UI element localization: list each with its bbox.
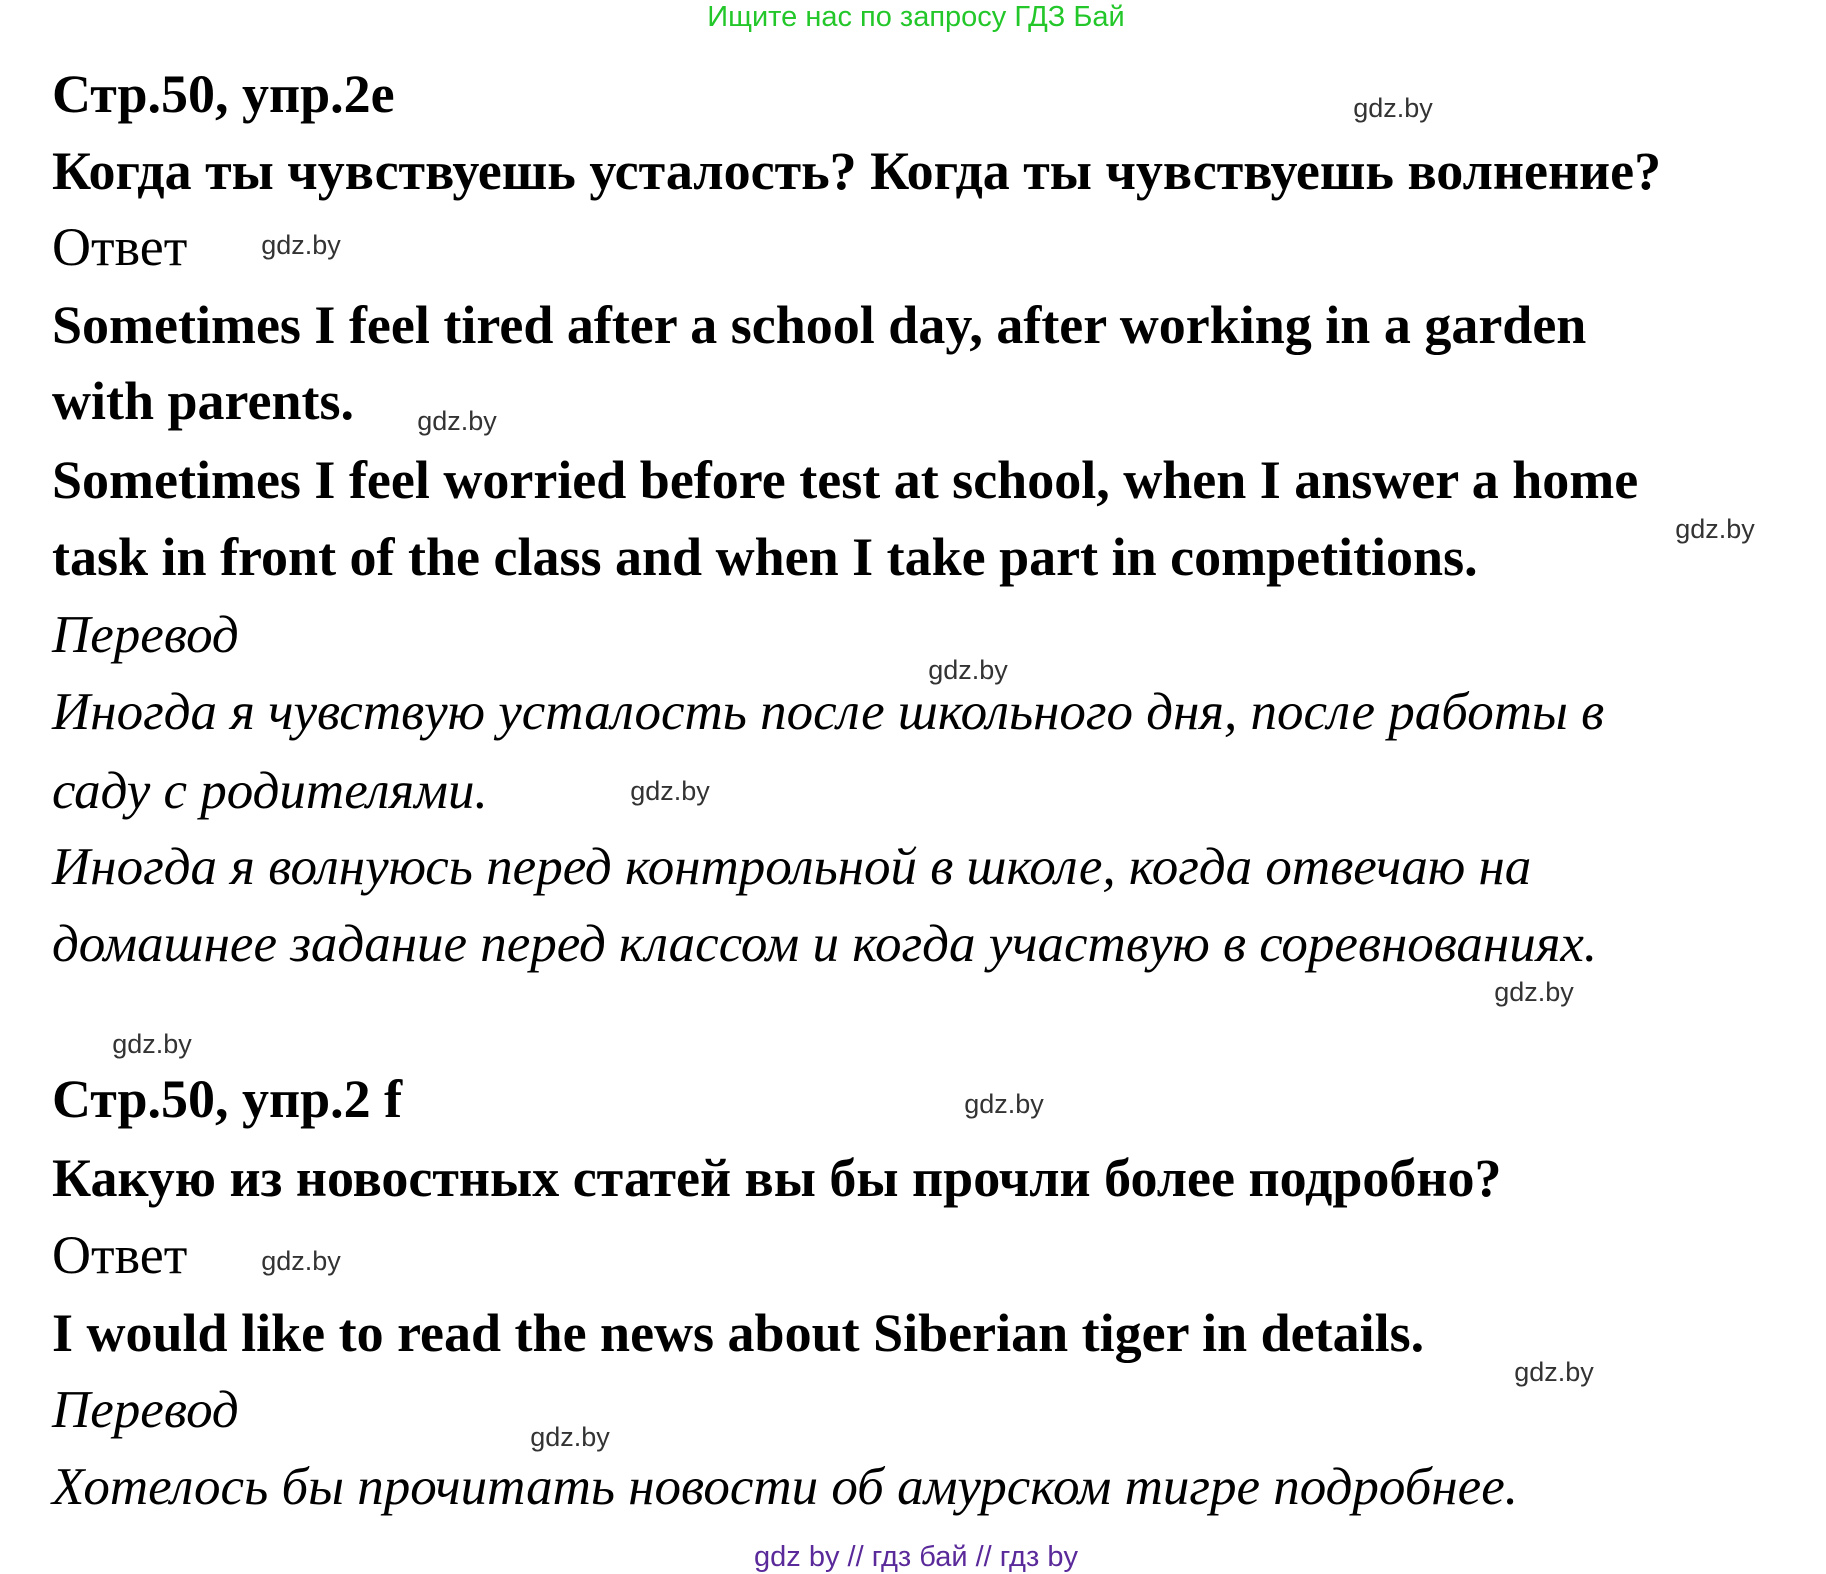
translation-label: Перевод — [52, 1381, 239, 1439]
translation-line: Иногда я волнуюсь перед контрольной в школе, когда отвечаю на — [52, 838, 1532, 896]
translation-label: Перевод — [52, 606, 239, 664]
section-title: Стр.50, упр.2 f — [52, 1069, 403, 1129]
answer-line: with parents. — [52, 371, 355, 431]
search-banner: Ищите нас по запросу ГДЗ Бай — [707, 1, 1125, 33]
watermark: gdz.by — [1514, 1357, 1594, 1387]
translation-line: домашнее задание перед классом и когда участвую в соревнованиях. — [52, 915, 1598, 973]
answer-label: Ответ — [52, 217, 188, 277]
watermark: gdz.by — [112, 1029, 192, 1059]
question: Какую из новостных статей вы бы прочли более подробно? — [52, 1148, 1502, 1208]
watermark: gdz.by — [1494, 977, 1574, 1007]
answer-line: I would like to read the news about Siberian tiger in details. — [52, 1303, 1425, 1363]
translation-line: Хотелось бы прочитать новости об амурском тигре подробнее. — [52, 1458, 1518, 1516]
watermark: gdz.by — [261, 230, 341, 260]
translation-line: Иногда я чувствую усталость после школьного дня, после работы в — [52, 683, 1605, 741]
watermark: gdz.by — [417, 406, 497, 436]
watermark: gdz.by — [261, 1246, 341, 1276]
watermark: gdz.by — [630, 776, 710, 806]
answer-line: task in front of the class and when I take part in competitions. — [52, 527, 1478, 587]
translation-line: саду с родителями. — [52, 762, 488, 820]
footer-links: gdz by // гдз бай // гдз by — [754, 1541, 1078, 1573]
watermark: gdz.by — [964, 1089, 1044, 1119]
answer-line: Sometimes I feel worried before test at school, when I answer a home — [52, 450, 1639, 510]
watermark: gdz.by — [1353, 93, 1433, 123]
watermark: gdz.by — [928, 655, 1008, 685]
answer-line: Sometimes I feel tired after a school day, after working in a garden — [52, 295, 1587, 355]
watermark: gdz.by — [530, 1422, 610, 1452]
watermark: gdz.by — [1675, 514, 1755, 544]
answer-label: Ответ — [52, 1225, 188, 1285]
section-title: Стр.50, упр.2е — [52, 64, 395, 124]
question: Когда ты чувствуешь усталость? Когда ты чувствуешь волнение? — [52, 141, 1662, 201]
